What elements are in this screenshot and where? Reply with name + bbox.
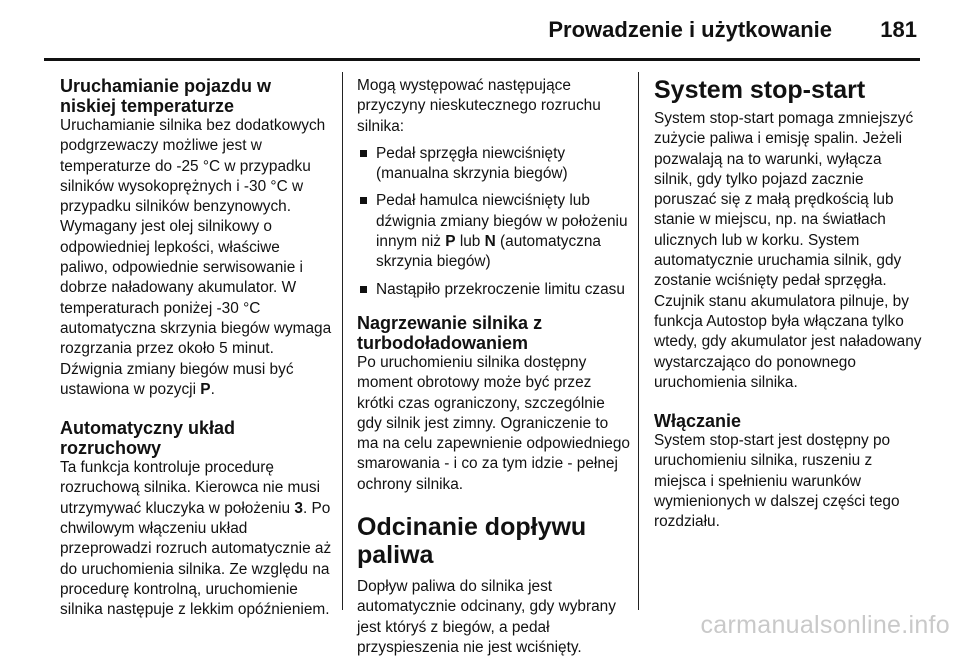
paragraph-start-failure: Mogą występować następujące przyczyny nieskutecznego rozruchu silnika: [357, 77, 601, 135]
gear-n-key: N [484, 233, 496, 251]
list-item [357, 280, 632, 300]
page-header [0, 0, 960, 60]
paragraph-enabling: System stop-start jest dostępny po uruchomieniu silnika, ruszeniu z miejsca i spełnieniu warunków wymienionych w dalszej części tego rozdziału. [654, 432, 900, 531]
paragraph-auto-start [60, 458, 332, 620]
column-3 [654, 76, 922, 608]
watermark: carmanualsonline.info [700, 611, 950, 639]
column-divider-2 [638, 72, 639, 610]
list-item-text-end: (automatyczna skrzynia biegów) [376, 233, 601, 271]
header-rule [44, 58, 920, 61]
paragraph-auto-start-end: . Po chwilowym włączeniu układ przeprowadzi rozruch automatycznie aż do uruchomienia silnika. Ze względu na procedurę kontrolną, uruchomienie silnika następuje z lekkim opóźnieniem. [60, 499, 332, 619]
list-item-text: Pedał hamulca niewciśnięty lub dźwignia zmiany biegów w położeniu innym niż [376, 192, 628, 251]
paragraph-auto-start-text: Ta funkcja kontroluje procedurę rozruchową silnika. Kierowca nie musi utrzymywać kluczyka w położeniu [60, 459, 321, 517]
paragraph-cold-start-text: Uruchamianie silnika bez dodatkowych podgrzewaczy możliwe jest w temperaturze do -25 °C w przypadku silników wysokoprężnych i -30 °C w przypadku silników benzynowych. Wymagany jest olej silnikowy o odpowiedniej lepkości, właściwe paliwo, odpowiednie serwisowanie i dobrze naładowany akumulator. W temperaturach poniżej -30 °C automatyczna skrzynia biegów wymaga rozgrzania przez około 5 minut. Dźwignia zmiany biegów musi być ustawiona w pozycji [60, 117, 332, 398]
column-divider-1 [342, 72, 343, 610]
ignition-position-key: 3 [294, 499, 303, 517]
heading-stop-start: System stop-start [654, 76, 866, 104]
gear-p-key: P [445, 233, 456, 251]
paragraph-cold-start-end: . [210, 380, 215, 398]
heading-turbo-warmup: Nagrzewanie silnika z turbodoładowaniem [357, 312, 543, 353]
bullet-icon [360, 197, 367, 204]
list-item-text-mid: lub [455, 233, 485, 251]
gear-p-key: P [200, 380, 211, 398]
heading-enabling: Włączanie [654, 411, 742, 432]
list-item-text: Nastąpiło przekroczenie limitu czasu [376, 280, 625, 298]
heading-fuel-cutoff: Odcinanie dopływu paliwa [357, 513, 587, 570]
list-item [357, 191, 632, 272]
column-2 [357, 76, 632, 656]
list-item [357, 144, 632, 185]
start-failure-list [357, 144, 632, 300]
paragraph-cold-start [60, 116, 332, 400]
heading-auto-start: Automatyczny układ rozruchowy [60, 418, 236, 459]
header-title: Prowadzenie i użytkowanie [548, 17, 832, 42]
paragraph-turbo-warmup: Po uruchomieniu silnika dostępny moment obrotowy może być przez krótki czas ograniczony, szczególnie gdy silnik jest zimny. Ograniczenie to ma na celu zapewnienie odpowiedniego smarowania - i co za tym idzie - pełnej ochrony silnika. [357, 353, 630, 493]
heading-cold-start: Uruchamianie pojazdu w niskiej temperaturze [60, 76, 272, 116]
column-1 [60, 76, 332, 619]
bullet-icon [360, 150, 367, 157]
list-item-text: Pedał sprzęgła niewciśnięty (manualna skrzynia biegów) [376, 144, 568, 183]
bullet-icon [360, 286, 367, 293]
paragraph-fuel-cutoff: Dopływ paliwa do silnika jest automatycznie odcinany, gdy wybrany jest któryś z biegów, a pedał przyspieszenia nie jest wciśnięty. [357, 578, 616, 656]
page-number: 181 [880, 17, 917, 42]
paragraph-stop-start: System stop-start pomaga zmniejszyć zużycie paliwa i emisję spalin. Jeżeli pozwalają na to warunki, wyłącza silnik, gdy tylko pojazd zacznie poruszać się z małą prędkością lub stanie w miejscu, np. na światłach ulicznych lub w korku. System automatycznie uruchamia silnik, gdy zostanie wciśnięty pedał sprzęgła. Czujnik stanu akumulatora pilnuje, by funkcja Autostop była włączana tylko wtedy, gdy akumulator jest naładowany wystarczająco do ponownego uruchomienia silnika. [654, 110, 922, 391]
